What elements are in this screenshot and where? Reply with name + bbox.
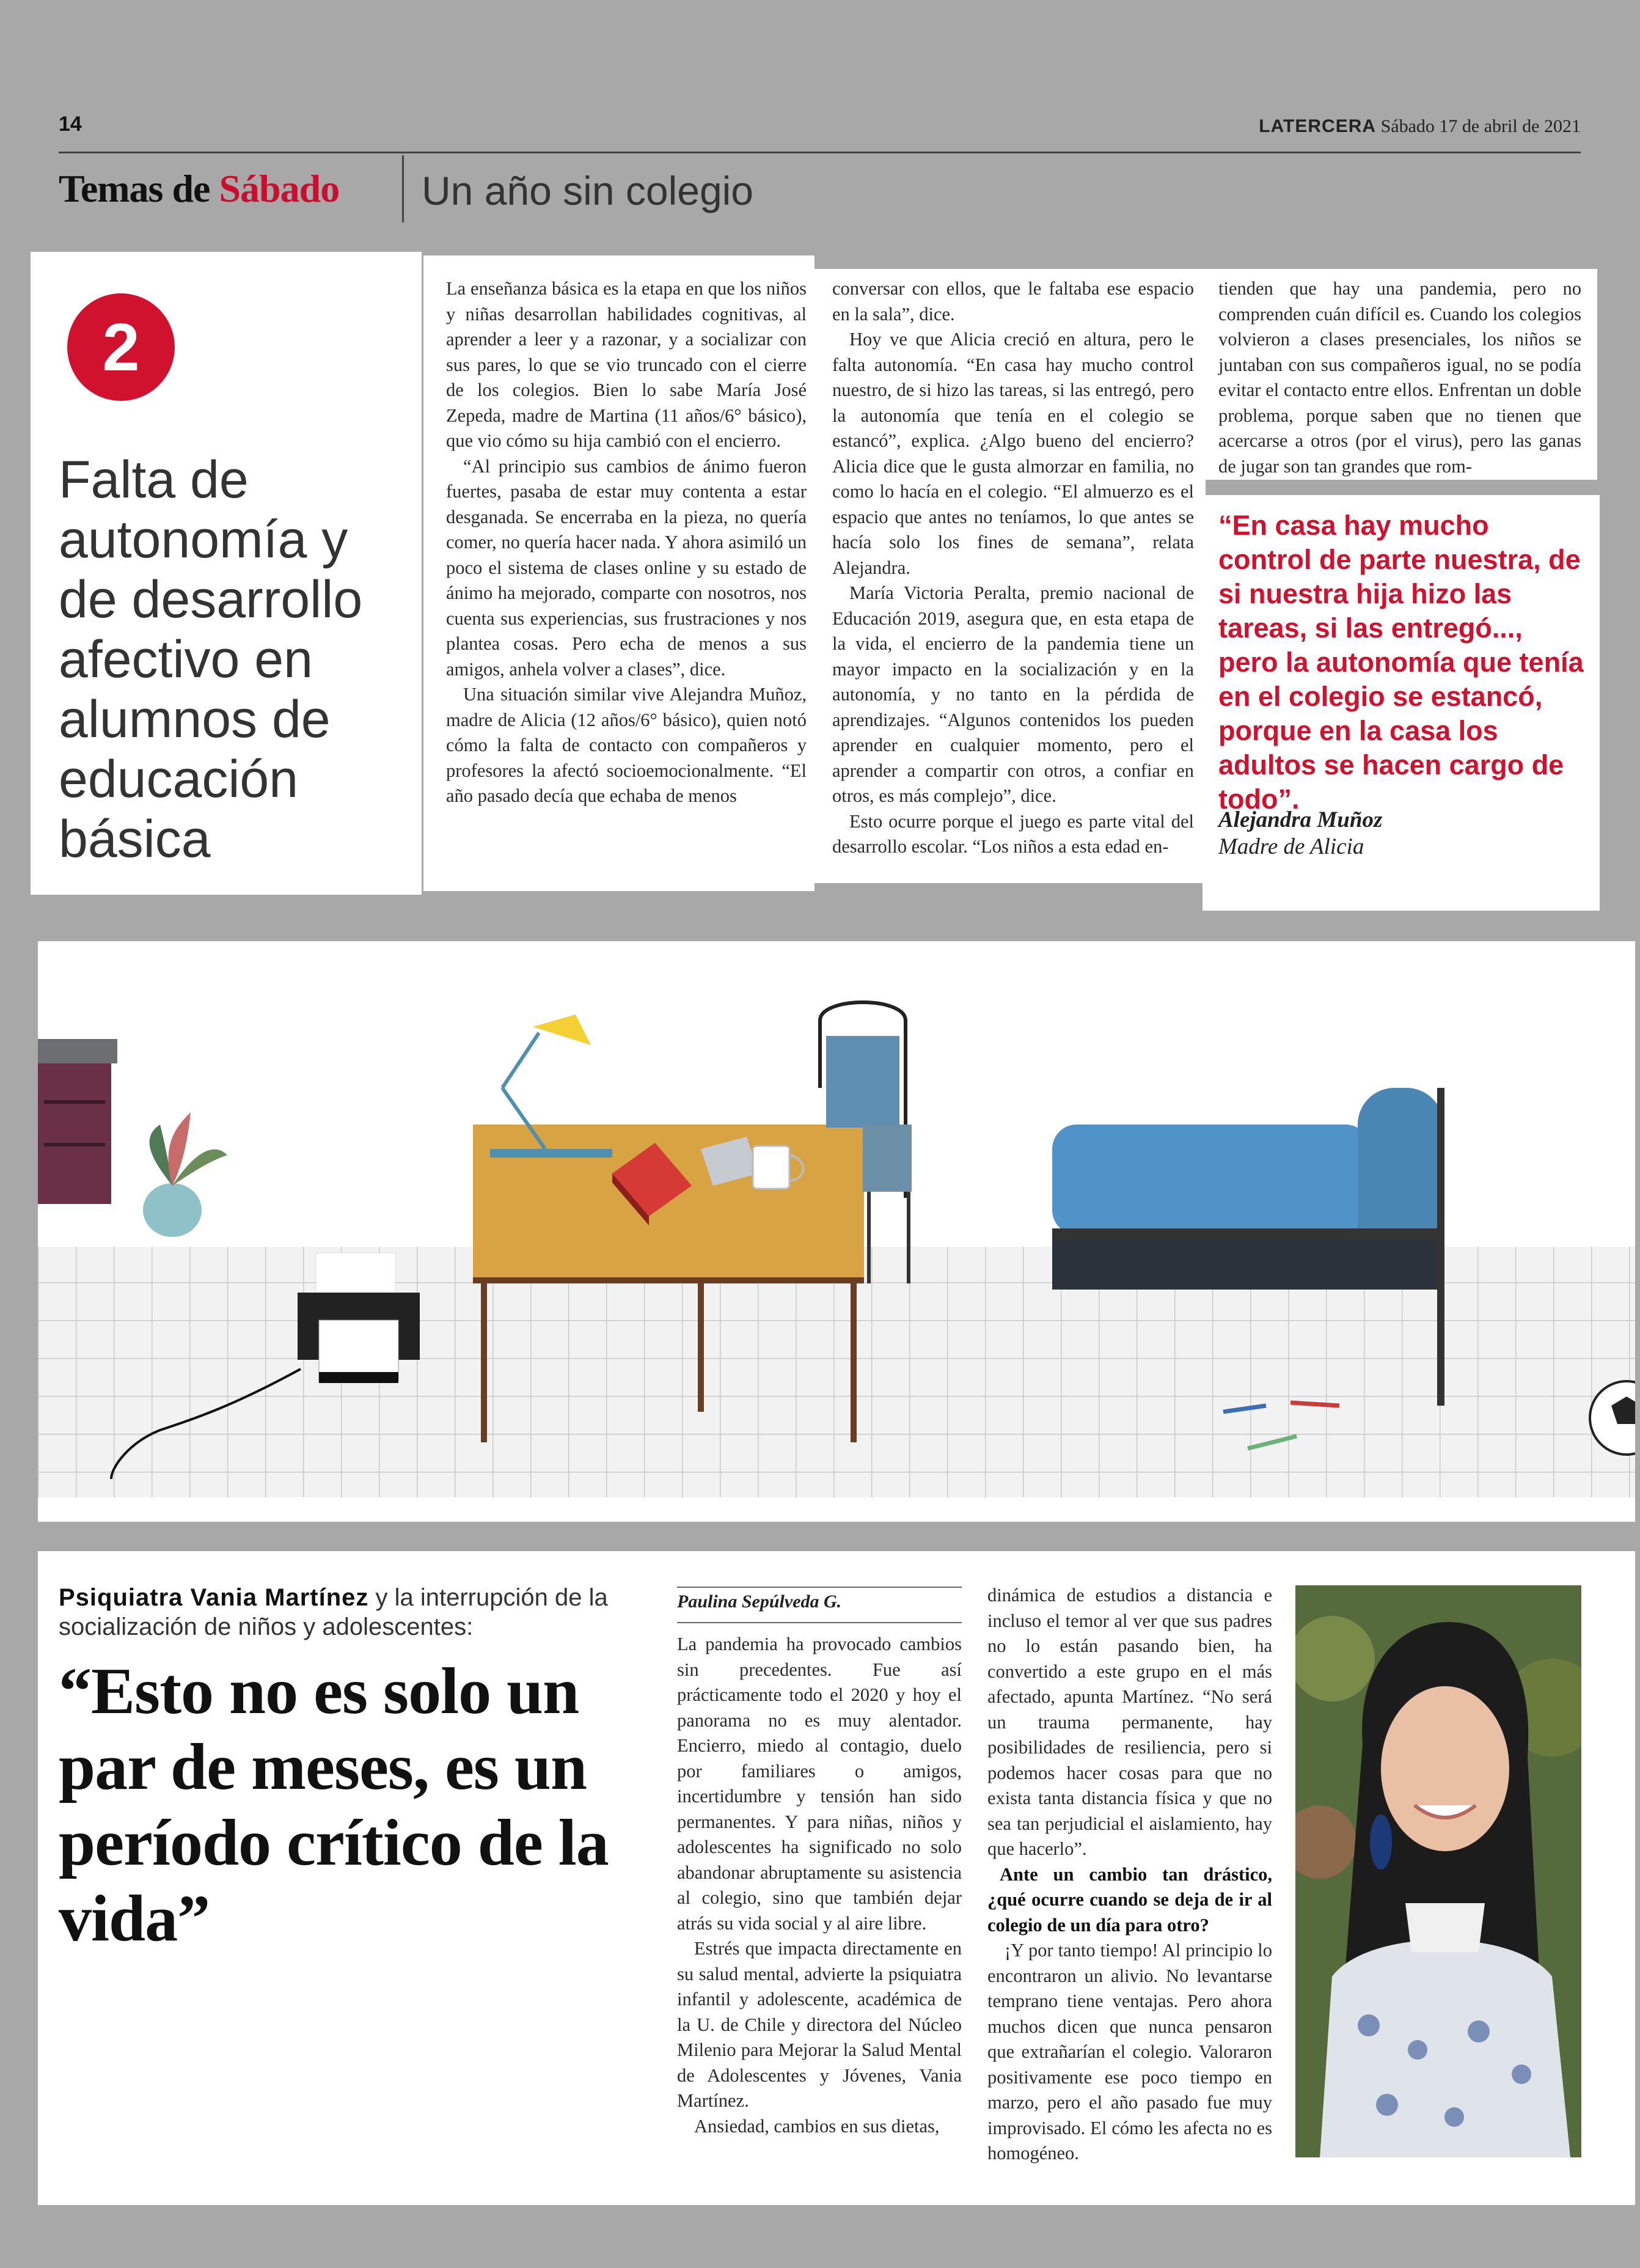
paragraph: María Victoria Peralta, premio nacional de Educación 2019, asegura que, en esta etapa de la vida, el encierro de la pandemia tiene un mayor impacto en la socialización y en la autonomía, y no tanto en la pérdida de aprendizajes. “Algunos contenidos los pueden aprender en cualquier momento, pero el aprender a compartir con otros, a confiar en otros, es más complejo”, dice. — [832, 582, 1194, 806]
plant-illustration — [143, 1112, 227, 1237]
article-headline: Falta de autonomía y de desarrollo afectivo en alumnos de educación básica — [59, 450, 363, 868]
brand-name: LATERCERA — [1259, 116, 1377, 136]
byline: Paulina Sepúlveda G. — [677, 1591, 842, 1612]
interview-column-1 — [677, 1632, 962, 2139]
section-title — [59, 166, 339, 211]
paragraph: La pandemia ha provocado cambios sin precedentes. Fue así prácticamente todo el 2020 y hoy el panorama no es muy alentador. Encierro, miedo al contagio, duelo por familiares o amigos, incertidumbre y tensión han sido permanentes. Y para niñas, niños y adolescentes ha significado no solo abandonar abruptamente su asistencia al colegio, sino que también dejar atrás su vida social y al aire libre. — [677, 1634, 962, 1934]
interview-headline: “Esto no es solo un par de meses, es un período crítico de la vida” — [59, 1655, 609, 1955]
article-column-2 — [832, 276, 1194, 860]
paragraph: dinámica de estudios a distancia e incluso el temor al ver que sus padres no lo están pasando bien, ha convertido a este grupo en el más afectado, apunta Martínez. “No será un trauma permanente, hay posibilidades de resiliencia, pero si podemos hacer cosas para que no exista tanta distancia física y que no sea tan perjudicial el aislamiento, hay que hacerlo”. — [987, 1585, 1272, 1859]
paragraph: Ansiedad, cambios en sus dietas, — [694, 2115, 940, 2137]
paragraph: conversar con ellos, que le faltaba ese espacio en la sala”, dice. — [832, 278, 1194, 325]
paragraph: tienden que hay una pandemia, pero no comprenden cuán difícil es. Cuando los colegios volvieron a clases presenciales, los niños se juntaban con sus compañeros igual, no se podía evitar el contacto entre ellos. Enfrentan un doble problema, porque saben que no tienen que acercarse a otros (por el virus), pero las ganas de jugar son tan grandes que rom- — [1218, 278, 1581, 477]
section-title-red: Sábado — [219, 167, 340, 210]
header-rule — [59, 152, 1581, 153]
pullquote-text: “En casa hay mucho control de parte nuestra, de si nuestra hija hizo las tareas, si las entregó..., pero la autonomía que tenía en el colegio se estancó, porque en la casa los adultos se hacen cargo de todo”. — [1218, 510, 1584, 815]
masthead-date — [1259, 116, 1581, 137]
room-illustration — [38, 941, 1635, 1522]
article-number-badge: 2 — [67, 293, 175, 401]
portrait-photo-svg — [1295, 1585, 1581, 2157]
byline-rule — [677, 1587, 962, 1588]
issue-date: Sábado 17 de abril de 2021 — [1380, 116, 1581, 136]
interview-column-2 — [987, 1583, 1272, 2167]
paragraph: La enseñanza básica es la etapa en que los niños y niñas desarrollan habilidades cognitivas, al aprender a leer y a razonar, y a socializar con sus pares, lo que se vio truncado con el cierre de los colegios. Bien lo sabe María José Zepeda, madre de Martina (11 años/6° básico), que vio cómo su hija cambió con el encierro. — [446, 278, 807, 451]
pullquote-role: Madre de Alicia — [1218, 834, 1364, 859]
section-subtitle: Un año sin colegio — [422, 168, 754, 213]
portrait-photo — [1295, 1585, 1581, 2157]
paragraph: “Al principio sus cambios de ánimo fueron fuertes, pasaba de estar muy contenta a estar desganada. Se encerraba en la pieza, no quería comer, no quería hacer nada. Y ahora asimiló un poco el sistema de clases online y su estado de ánimo ha mejorado, comparte con nosotros, nos cuenta sus experiencias, sus frustraciones y nos plantea cosas. Pero echa de menos a sus amigos, anhela volver a clases”, dice. — [446, 455, 807, 680]
article-column-3 — [1218, 276, 1581, 479]
page-number: 14 — [59, 112, 82, 136]
section-divider — [402, 155, 404, 222]
paragraph: Esto ocurre porque el juego es parte vital del desarrollo escolar. “Los niños a esta edad en- — [832, 810, 1194, 857]
interview-question: Ante un cambio tan drástico, ¿qué ocurre cuando se deja de ir al colegio de un día para otro? — [987, 1863, 1272, 1936]
section-title-black: Temas de — [59, 167, 210, 210]
paragraph: ¡Y por tanto tiempo! Al principio lo encontraron un alivio. No levantarse temprano tiene ventajas. Pero ahora muchos dicen que nunca pensaron que extrañarían el colegio. Valoraron positivamente ese poco tiempo en marzo, pero el año pasado fue muy improvisado. El cómo les afecta no es homogéneo. — [987, 1940, 1272, 2163]
paragraph: Hoy ve que Alicia creció en altura, pero le falta autonomía. “En casa hay mucho control nuestro, de si hizo las tareas, si las entregó, pero la autonomía que tenía en el colegio se estancó”, explica. ¿Algo bueno del encierro? Alicia dice que le gusta almorzar en familia, no como lo hacía en el colegio. “El almuerzo es el espacio que antes no teníamos, lo que antes se hacía solo los fines de semana”, relata Alejandra. — [832, 329, 1194, 578]
byline-rule — [677, 1622, 962, 1623]
paragraph: Una situación similar vive Alejandra Muñoz, madre de Alicia (12 años/6° básico), quien notó cómo la falta de contacto con compañeros y profesores la afectó socioemocionalmente. “El año pasado decía que echaba de menos — [446, 684, 807, 806]
dresser-illustration — [38, 1039, 117, 1204]
pullquote-author: Alejandra Muñoz — [1218, 807, 1383, 832]
interview-kicker-name: Psiquiatra Vania Martínez — [59, 1584, 369, 1611]
interview-kicker — [59, 1583, 670, 1642]
article-column-1 — [446, 276, 807, 809]
paragraph: Estrés que impacta directamente en su salud mental, advierte la psiquiatra infantil y adolescente, académica de la U. de Chile y directora del Núcleo Milenio para Mejorar la Salud Mental de Adolescentes y Jóvenes, Vania Martínez. — [677, 1938, 962, 2111]
room-illustration-svg — [38, 941, 1635, 1522]
interview-kicker-rest: y la interrupción de la socialización de niños y adolescentes: — [59, 1584, 608, 1640]
